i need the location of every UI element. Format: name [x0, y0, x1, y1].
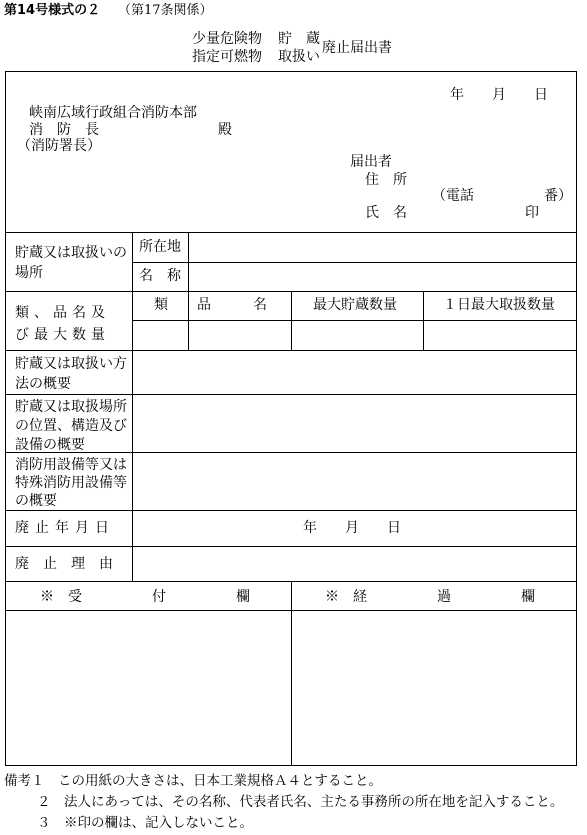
- border-top: [5, 71, 577, 72]
- addressee-alt: （消防署長）: [17, 138, 101, 154]
- reception-column-header: ※ 受 付 欄: [40, 589, 250, 605]
- addressee-title: 消 防 長: [29, 122, 99, 138]
- border-left: [5, 71, 6, 766]
- col-class: 類: [154, 297, 168, 313]
- location-label: 貯蔵又は取扱いの場所: [15, 245, 127, 281]
- note-3: ３ ※印の欄は、記入しないこと。: [37, 815, 253, 831]
- seal-mark: 印: [525, 205, 539, 221]
- header-date: 年 月 日: [450, 87, 548, 103]
- location-name-label: 名 称: [139, 268, 181, 284]
- row-line-7: [5, 546, 577, 547]
- phone-label: （電話 番）: [432, 188, 572, 204]
- loc-sub-col-line: [188, 232, 189, 291]
- type-col-line-3: [423, 291, 424, 350]
- border-right: [576, 71, 577, 766]
- label-col-line: [132, 232, 133, 581]
- row-line-types-mid: [132, 320, 577, 321]
- abolish-date-label: 廃止年月日: [15, 520, 115, 536]
- fire-equip-label: 消防用設備等又は特殊消防用設備等の概要: [15, 457, 127, 509]
- col-max-storage: 最大貯蔵数量: [313, 297, 397, 313]
- addressee-org: 峡南広域行政組合消防本部: [29, 105, 197, 121]
- row-line-6: [5, 510, 577, 511]
- progress-column-header: ※ 経 過 欄: [325, 589, 535, 605]
- type-col-line-1: [188, 291, 189, 350]
- title-line2-b: 取扱い: [278, 49, 320, 65]
- form-relation: （第17条関係）: [118, 3, 213, 18]
- name-label: 氏 名: [365, 205, 407, 221]
- row-line-loc-mid: [132, 262, 577, 263]
- location-addr-label: 所在地: [139, 239, 181, 255]
- title-suffix: 廃止届出書: [322, 40, 392, 56]
- col-item: 品 名: [197, 297, 267, 313]
- title-line1-b: 貯 蔵: [278, 31, 320, 47]
- title-line1-a: 少量危険物: [192, 31, 262, 47]
- abolish-reason-label: 廃 止 理 由: [15, 556, 113, 572]
- addressee-honorific: 殿: [218, 122, 232, 138]
- bottom-split-line: [291, 581, 292, 766]
- note-1: 備考１ この用紙の大きさは、日本工業規格Ａ４とすること。: [4, 773, 382, 789]
- row-line-4: [5, 394, 577, 395]
- form-number: 第14号様式の２: [4, 3, 101, 18]
- col-daily-max: １日最大取扱数量: [443, 297, 555, 313]
- method-label: 貯蔵又は取扱い方法の概要: [15, 356, 127, 392]
- row-line-1: [5, 232, 577, 233]
- applicant-label: 届出者: [350, 154, 392, 170]
- facility-label: 貯蔵又は取扱場所の位置、構造及び設備の概要: [15, 399, 127, 453]
- row-line-3: [5, 350, 577, 351]
- abolish-date-value: 年 月 日: [303, 520, 401, 536]
- type-col-line-2: [291, 291, 292, 350]
- address-label: 住 所: [365, 172, 407, 188]
- note-2: ２ 法人にあっては、その名称、代表者氏名、主たる事務所の所在地を記入すること。: [37, 794, 564, 810]
- types-label: 類、品名及び最大数量: [15, 305, 110, 343]
- title-line2-a: 指定可燃物: [192, 49, 262, 65]
